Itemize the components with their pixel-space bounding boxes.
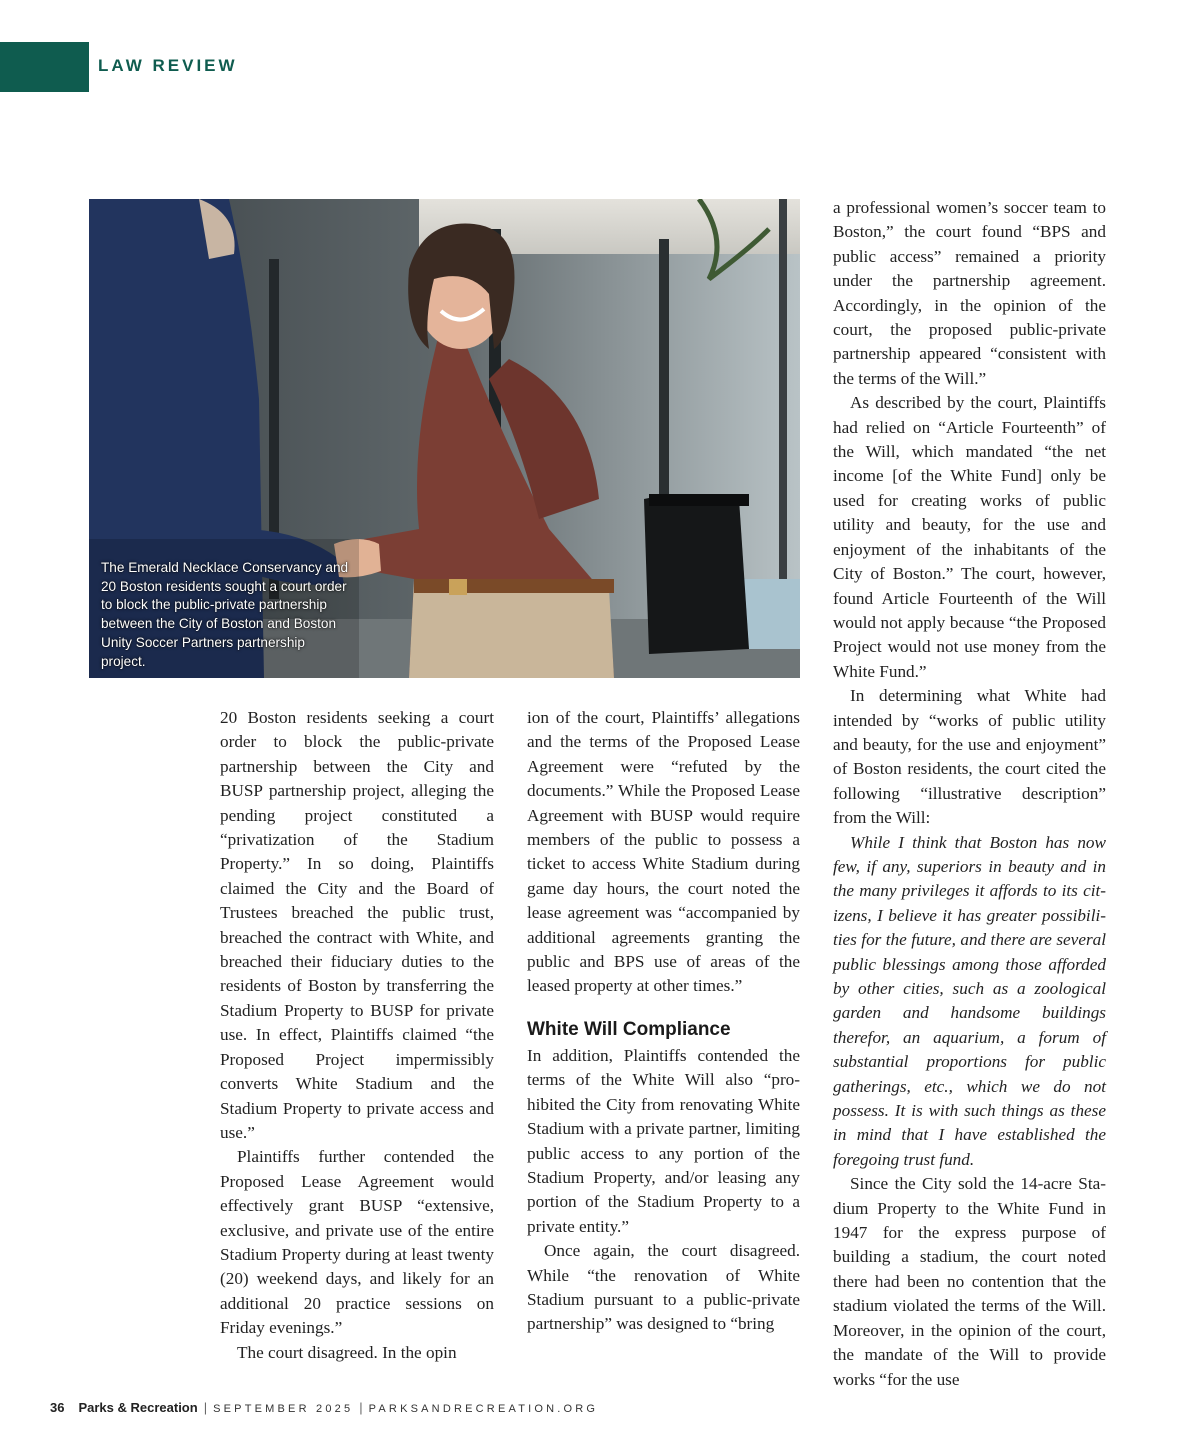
page-footer (50, 1400, 598, 1415)
article-column-2 (527, 706, 800, 1337)
paragraph: ion of the court, Plaintiffs’ allegations and the terms of the Proposed Lease Agreement were “refuted by the documents.” While the Proposed Lease Agreement with BUSP would require members of the public to possess a ticket to access White Stadium during game day hours, the court noted the lease agreement was “accompanied by additional agreements granting the public and BPS use of areas of the leased property at other times.” (527, 708, 800, 996)
footer-separator: | (359, 1400, 363, 1415)
section-subheading: White Will Compliance (527, 1018, 731, 1040)
section-label: LAW REVIEW (98, 56, 238, 75)
section-accent-bar (0, 42, 89, 92)
paragraph: Plaintiffs further contended the Proposed Lease Agreement would effectively grant BUSP “extensive, exclusive, and private use of the entire Stadium Property during at least twenty (20) weekend days, and likely for an additional 20 practice sessions on Friday evenings.” (220, 1147, 494, 1338)
article-column-3 (833, 196, 1106, 1392)
photo-caption: The Emerald Necklace Conservancy and 20 Boston residents sought a court order to block the public-private partnership between the City of Boston and Boston Unity Soccer Partners partnership project. (101, 560, 349, 669)
paragraph: In determining what White had intended by “works of public utility and beauty, for the use and enjoyment” of Boston residents, the court cited the following “illustrative description” from the Will: (833, 686, 1106, 828)
paragraph: The court disagreed. In the opin (237, 1342, 457, 1362)
paragraph: As described by the court, Plaintiffs had relied on “Article Fourteenth” of the Will, which mandated “the net income [of the White Fund] only be used for creating works of public utility and beauty, for the use and enjoyment of the inhabitants of the City of Boston.” The court, however, found Article Fourteenth of the Will would not apply because “the Proposed Project would not use money from the White Fund.” (833, 393, 1106, 681)
paragraph: In addition, Plaintiffs contended the terms of the White Will also “prohibited the City from renovating White Stadium with a private partner, limiting public access to any portion of the Stadium Property, and/or leasing any portion of the Stadium Property to a private entity.” (527, 1045, 800, 1236)
article-photo (89, 199, 800, 678)
paragraph: a professional women’s soccer team to Boston,” the court found “BPS and public access” remained a priority under the partnership agreement. Accordingly, in the opinion of the court, the proposed public-private partnership appeared “consistent with the terms of the Will.” (833, 198, 1106, 388)
page-number: 36 (50, 1400, 65, 1415)
paragraph: Once again, the court disagreed. While “the renovation of White Stadium pursuant to a public-private partnership” was designed to “bring (527, 1241, 800, 1334)
article-column-1 (220, 706, 494, 1365)
issue-date: SEPTEMBER 2025 (213, 1403, 354, 1415)
paragraph: 20 Boston residents seeking a court order to block the public-private partnership between the City and BUSP partnership project, alleging the pending project constituted a “privatization of the Stadium Property.” In so doing, Plaintiffs claimed the City and the Board of Trustees breached the public trust, breached the contract with White, and breached their fiduciary duties to the residents of Boston by transferring the Stadium Property to BUSP for private use. In effect, Plaintiffs claimed “the Proposed Project impermissibly converts White Stadium and the Stadium Property to private access and use.” (220, 708, 494, 1142)
website: PARKSANDRECREATION.ORG (368, 1403, 599, 1415)
footer-separator: | (203, 1400, 208, 1415)
magazine-title: Parks & Recreation (78, 1400, 198, 1415)
block-quote: While I think that Boston has now few, if any, superiors in beauty and in the many privileges it affords to its citizens, I believe it has greater possibilities for the future, and there are several public blessings among those afforded by other cities, such as a zoological garden and handsome buildings therefor, an aquarium, a forum of substantial proportions for public gatherings, etc., which we do not possess. It is with such things as these in mind that I have established the foregoing trust fund. (833, 832, 1106, 1169)
paragraph: Since the City sold the 14-acre Stadium Property to the White Fund in 1947 for the express purpose of building a stadium, the court noted there had been no contention that the stadium violated the terms of the Will. Moreover, in the opinion of the court, the mandate of the Will to provide works “for the use (833, 1174, 1106, 1389)
